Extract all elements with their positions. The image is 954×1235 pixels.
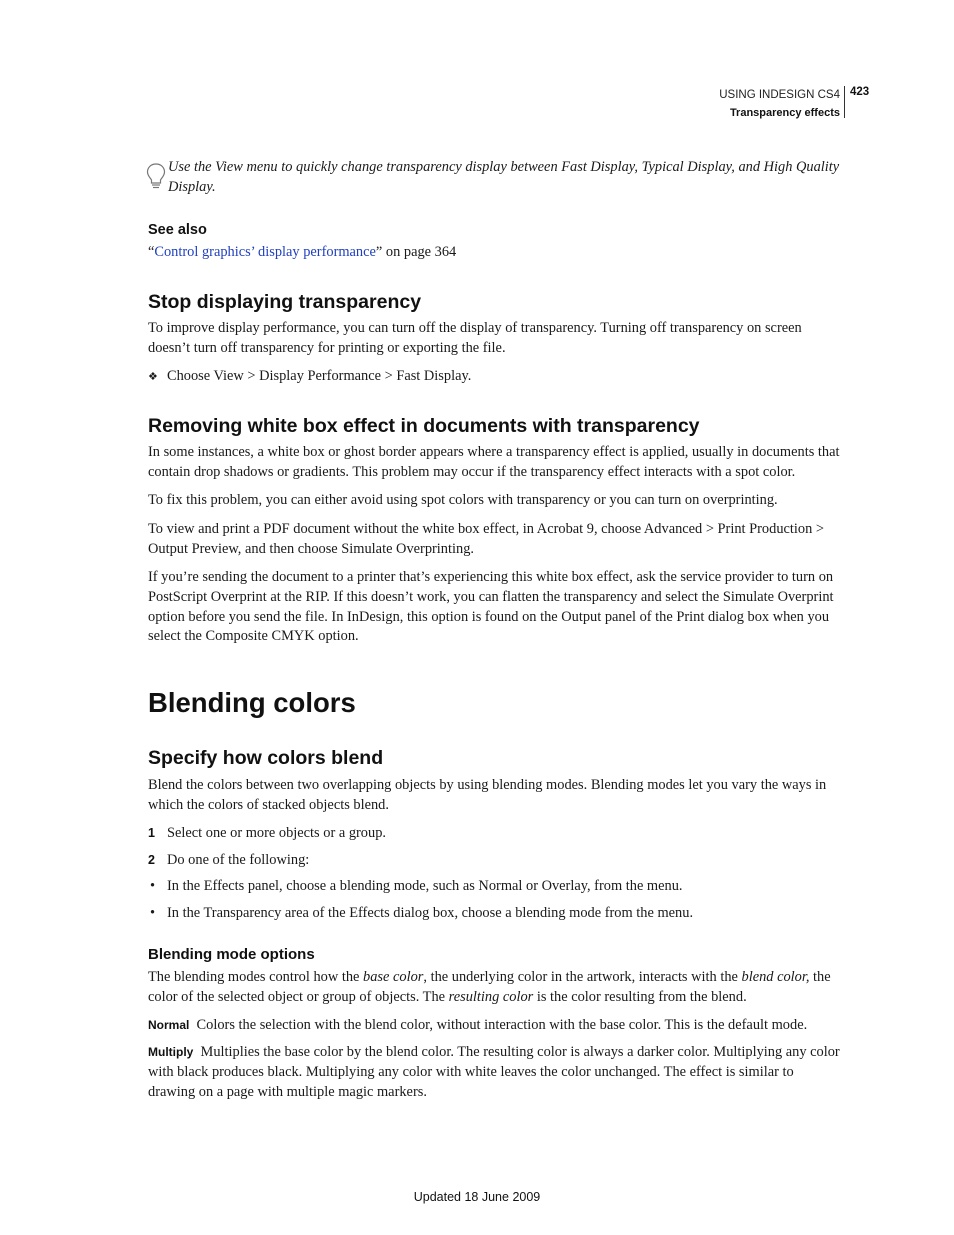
mode-description: Multiplies the base color by the blend color. The resulting color is always a darker color. Multiplying any color with black produces black. Multiplying any color with white leaves the color unchanged. The effect is similar to drawing on a page with multiple magic markers. xyxy=(148,1044,840,1100)
step-text: Choose View > Display Performance > Fast Display. xyxy=(167,368,472,384)
step-marker: ❖ xyxy=(148,371,158,383)
mode-description: Colors the selection with the blend color, without interaction with the base color. This is the default mode. xyxy=(196,1017,808,1033)
bullet-mark: • xyxy=(150,905,156,921)
section-heading-specify-blend: Specify how colors blend xyxy=(148,747,384,769)
mode-term: Normal xyxy=(148,1018,190,1032)
see-also-reference xyxy=(148,243,456,263)
white-box-paragraph-4: If you’re sending the document to a printer that’s experiencing this white box effect, ask the service provider to turn on PostScript Overprint at the RIP. If this doesn’t work, you can flatten the transparency and select the Simulate Overprint option before you send the file. In InDesign, this option is found on the Output panel of the Print dialog box when you select the Composite CMYK option. xyxy=(148,569,834,645)
step-text: Do one of the following: xyxy=(167,852,310,868)
numbered-step xyxy=(148,851,309,871)
section-heading-white-box: Removing white box effect in documents with transparency xyxy=(148,415,700,437)
numbered-step xyxy=(148,824,386,844)
bullet-mark: • xyxy=(150,878,156,894)
running-header xyxy=(719,86,840,122)
step-number: 2 xyxy=(148,853,155,867)
blending-intro: Blend the colors between two overlapping objects by using blending modes. Blending modes let you vary the ways in which the colors of stacked objects blend. xyxy=(148,777,827,813)
bullet-text: In the Effects panel, choose a blending mode, such as Normal or Overlay, from the menu. xyxy=(167,878,683,894)
stop-displaying-step xyxy=(148,367,471,388)
page-footer: Updated 18 June 2009 xyxy=(413,1190,541,1204)
italic-term: resulting color xyxy=(448,988,534,1005)
step-number: 1 xyxy=(148,826,155,840)
white-box-paragraph-1: In some instances, a white box or ghost border appears where a transparency effect is applied, usually in documents that contain drop shadows or gradients. This problem may occur if the transparency effect interacts with a spot color. xyxy=(148,444,840,480)
section-heading-stop-displaying: Stop displaying transparency xyxy=(148,291,422,313)
page-number: 423 xyxy=(850,86,870,98)
book-title: USING INDESIGN CS4 xyxy=(719,89,840,101)
text-run: is the color resulting from the blend. xyxy=(533,988,747,1005)
text-run: the color of the selected object or group of objects. The xyxy=(148,969,831,1005)
lightbulb-icon xyxy=(146,162,166,190)
mode-term: Multiply xyxy=(148,1045,194,1059)
bullet-item xyxy=(148,904,693,924)
section-title: Transparency effects xyxy=(729,107,840,119)
blending-options-intro xyxy=(148,968,840,1008)
text-run: The blending modes control how the xyxy=(148,969,364,985)
see-also-link[interactable]: Control graphics’ display performance xyxy=(154,244,376,260)
text-run: , the underlying color in the artwork, interacts with the xyxy=(423,969,742,985)
quote-open: “ xyxy=(148,244,155,260)
italic-term: blend color, xyxy=(741,969,810,985)
stop-displaying-body: To improve display performance, you can turn off the display of transparency. Turning off transparency on screen doesn’t turn off transparency for printing or exporting the file. xyxy=(148,320,802,356)
bullet-item xyxy=(148,877,683,897)
mode-definition-normal xyxy=(148,1016,840,1036)
step-text: Select one or more objects or a group. xyxy=(167,825,386,841)
tip-text: Use the View menu to quickly change transparency display between Fast Display, Typical Display, and High Quality Display. xyxy=(168,159,840,195)
see-also-page-ref: ” on page 364 xyxy=(375,244,457,260)
header-divider xyxy=(844,86,845,118)
white-box-paragraph-3: To view and print a PDF document without the white box effect, in Acrobat 9, choose Advanced > Print Production > Output Preview, and then choose Simulate Overprinting. xyxy=(148,521,825,557)
bullet-text: In the Transparency area of the Effects dialog box, choose a blending mode from the menu. xyxy=(167,905,694,921)
see-also-heading: See also xyxy=(148,222,207,238)
italic-term: base color xyxy=(363,969,424,985)
mode-definition-multiply xyxy=(148,1043,840,1102)
chapter-heading-blending-colors: Blending colors xyxy=(148,687,356,718)
subsection-heading-blending-mode-options: Blending mode options xyxy=(148,946,315,963)
white-box-paragraph-2: To fix this problem, you can either avoid using spot colors with transparency or you can turn on overprinting. xyxy=(148,492,778,508)
